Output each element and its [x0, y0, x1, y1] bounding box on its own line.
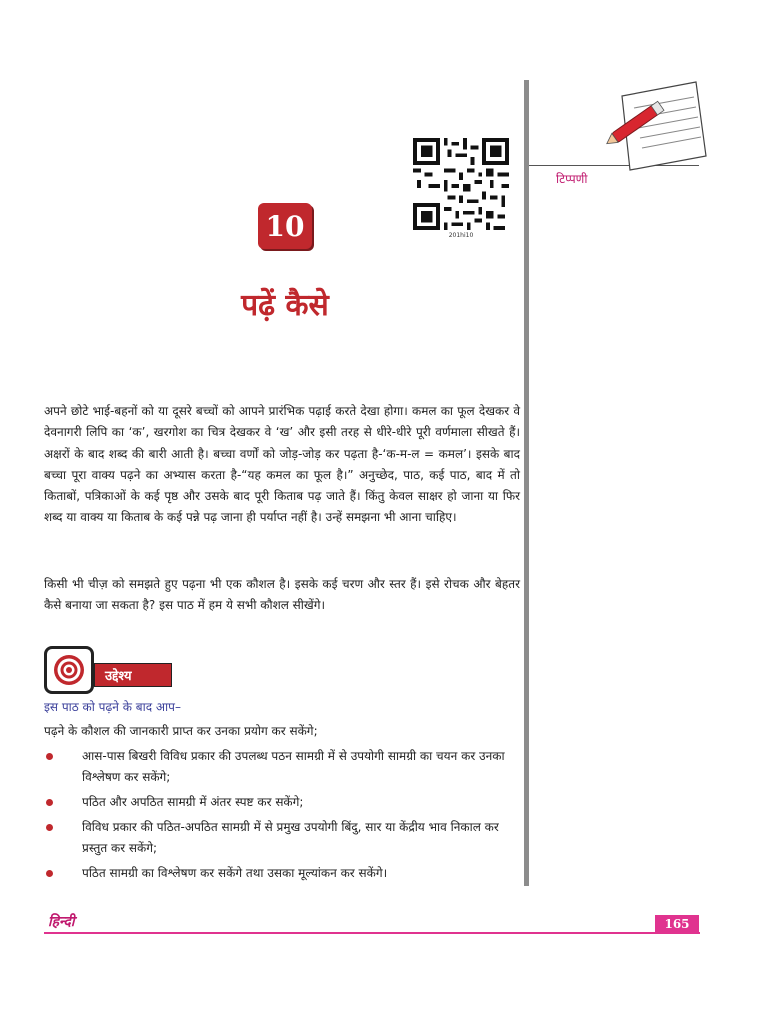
second-paragraph: किसी भी चीज़ को समझते हुए पढ़ना भी एक कौशल है। इसके कई चरण और स्तर हैं। इसे रोचक और बेहतर कैसे बनाया जा सकता है? इस पाठ में हम ये सभी कौशल सीखेंगे। [44, 577, 520, 613]
objectives-intro: इस पाठ को पढ़ने के बाद आप– [44, 700, 181, 714]
page-number: 165 [655, 915, 699, 932]
objective-text: विविध प्रकार की पठित-अपठित सामग्री में से प्रमुख उपयोगी बिंदु, सार या केंद्रीय भाव निकाल कर प्रस्तुत कर सकेंगे; [82, 820, 499, 855]
margin-label: टिप्पणी [556, 172, 588, 186]
list-item [44, 863, 520, 884]
list-item [44, 817, 520, 859]
qr-code-icon [413, 138, 509, 230]
objectives-heading: उद्देश्य [94, 663, 172, 687]
footer-subject: हिन्दी [48, 914, 75, 930]
objective-text: पठित सामग्री का विश्लेषण कर सकेंगे तथा उसका मूल्यांकन कर सकेंगे। [82, 866, 388, 880]
qr-code-label: 201hi10 [448, 232, 474, 239]
objective-text: पठित और अपठित सामग्री में अंतर स्पष्ट कर सकेंगे; [82, 795, 304, 809]
chapter-number-badge [258, 203, 312, 249]
bullet-icon [46, 824, 53, 831]
chapter-number: 10 [265, 209, 305, 243]
objectives-badge [44, 646, 94, 694]
objectives-list [44, 746, 520, 888]
notepad-pencil-icon [600, 78, 710, 173]
list-item [44, 792, 520, 813]
footer-rule [44, 932, 700, 934]
intro-paragraph: अपने छोटे भाई-बहनों को या दूसरे बच्चों को आपने प्रारंभिक पढ़ाई करते देखा होगा। कमल का फूल देखकर वे देवनागरी लिपि का ‘क’, खरगोश का चित्र देखकर वे ‘ख’ और इसी तरह से धीरे-धीरे पूरी वर्णमाला सीखते हैं। अक्षरों के बाद शब्द की बारी आती है। बच्चा वर्णों को जोड़-जोड़ कर पढ़ता है-‘क-म-ल = कमल’। इसके बाद बच्चा पूरा वाक्य पढ़ने का अभ्यास करता है-“यह कमल का फूल है।” अनुच्छेद, पाठ, कई पाठ, बाद में तो किताबों, पत्रिकाओं के कई पृष्ठ और उसके बाद पूरी किताब पढ़ जाते हैं। किंतु केवल साक्षर हो जाना या फिर शब्द या वाक्य या किताब के कई पन्ने पढ़ जाना ही पर्याप्त नहीं है। उन्हें समझना भी आना चाहिए। [44, 404, 520, 525]
objective-text: आस-पास बिखरी विविध प्रकार की उपलब्ध पठन सामग्री में से उपयोगी सामग्री का चयन कर उनका विश्लेषण कर सकेंगे; [82, 749, 505, 784]
bullet-icon [46, 799, 53, 806]
objectives-lead: पढ़ने के कौशल की जानकारी प्राप्त कर उनका प्रयोग कर सकेंगे; [44, 724, 318, 738]
list-item [44, 746, 520, 788]
bullet-icon [46, 753, 53, 760]
margin-divider [524, 80, 529, 886]
bullet-icon [46, 870, 53, 877]
target-icon [47, 649, 91, 691]
chapter-title: पढ़ें कैसे [241, 288, 329, 323]
